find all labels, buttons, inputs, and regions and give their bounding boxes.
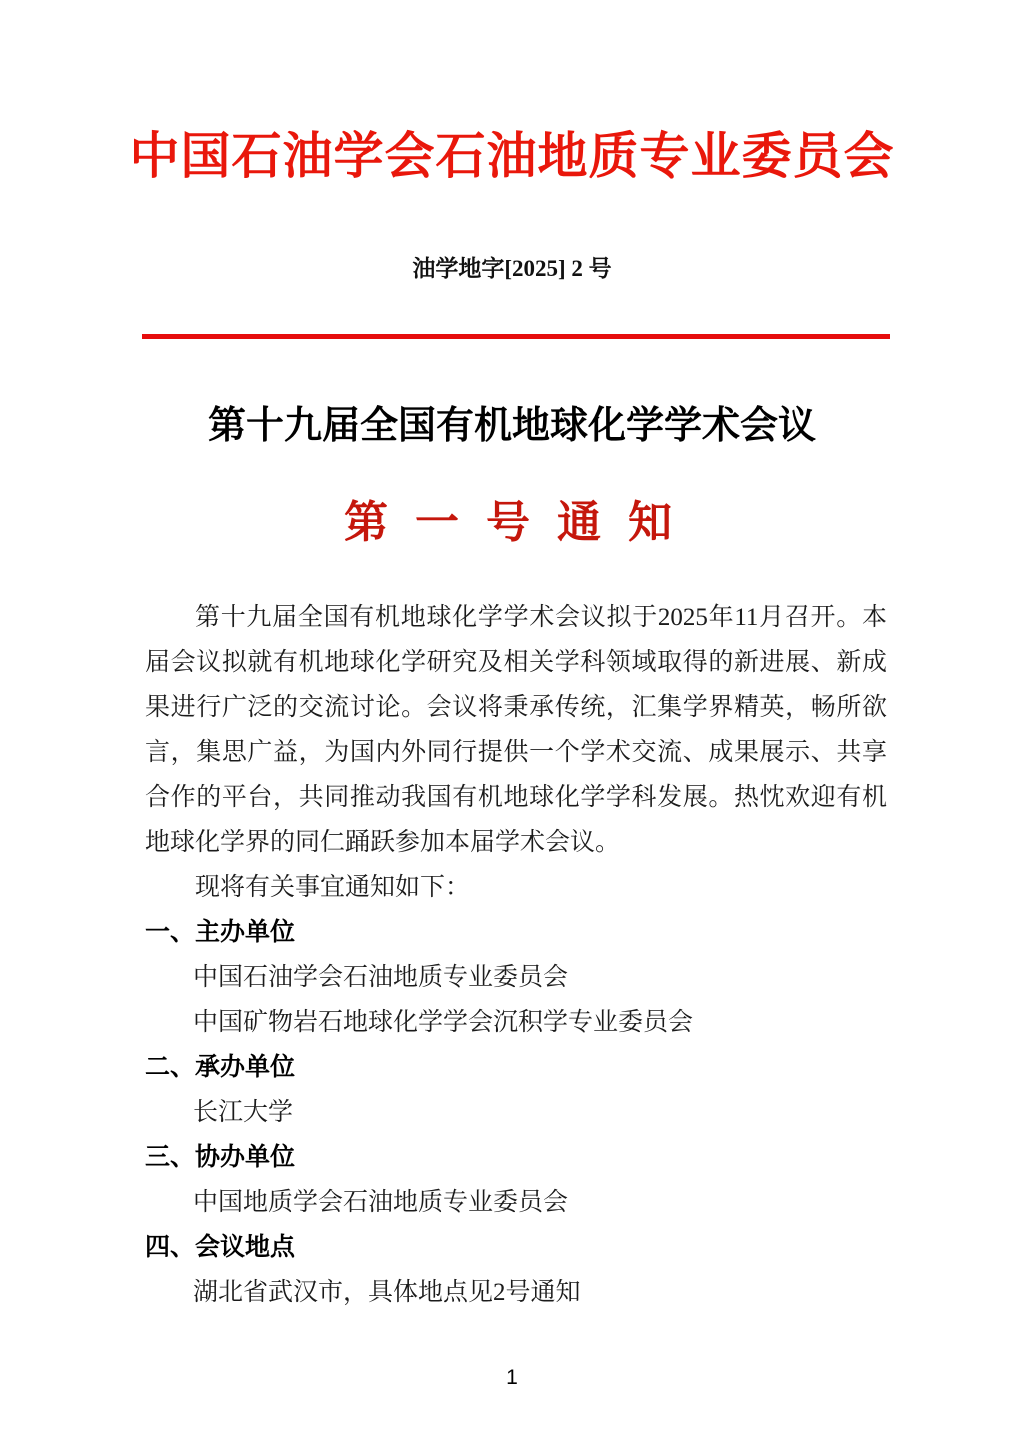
section-item: 中国石油学会石油地质专业委员会 [193, 964, 569, 991]
section-heading: 一、主办单位 [145, 918, 296, 946]
conference-title: 第十九届全国有机地球化学学术会议 [207, 405, 816, 447]
document-body [145, 595, 887, 1315]
section-organizer-units [145, 1045, 887, 1135]
document-number: 油学地字[2025] 2 号 [412, 256, 612, 281]
section-venue [145, 1225, 887, 1315]
section-item: 湖北省武汉市，具体地点见2号通知 [193, 1279, 581, 1306]
header-divider-rule [142, 334, 890, 339]
section-heading: 四、会议地点 [145, 1233, 296, 1261]
section-heading: 二、承办单位 [145, 1053, 296, 1081]
notice-intro-line: 现将有关事宜通知如下： [195, 874, 471, 901]
page-number: 1 [506, 1366, 518, 1389]
section-item: 中国地质学会石油地质专业委员会 [193, 1189, 569, 1216]
organization-title: 中国石油学会石油地质专业委员会 [129, 128, 895, 184]
intro-paragraph: 第十九届全国有机地球化学学术会议拟于2025年11月召开。本届会议拟就有机地球化学研究及相关学科领域取得的新进展、新成果进行广泛的交流讨论。会议将秉承传统，汇集学界精英，畅所欲言，集思广益，为国内外同行提供一个学术交流、成果展示、共享合作的平台，共同推动我国有机地球化学学科发展。热忱欢迎有机地球化学界的同仁踊跃参加本届学术会议。 [145, 604, 887, 856]
section-heading: 三、协办单位 [145, 1143, 296, 1171]
section-co-organizer-units [145, 1135, 887, 1225]
section-item: 中国矿物岩石地球化学学会沉积学专业委员会 [193, 1009, 694, 1036]
section-host-units [145, 910, 887, 1045]
notice-number-title: 第 一 号 通 知 [344, 498, 680, 547]
section-item: 长江大学 [193, 1099, 294, 1126]
